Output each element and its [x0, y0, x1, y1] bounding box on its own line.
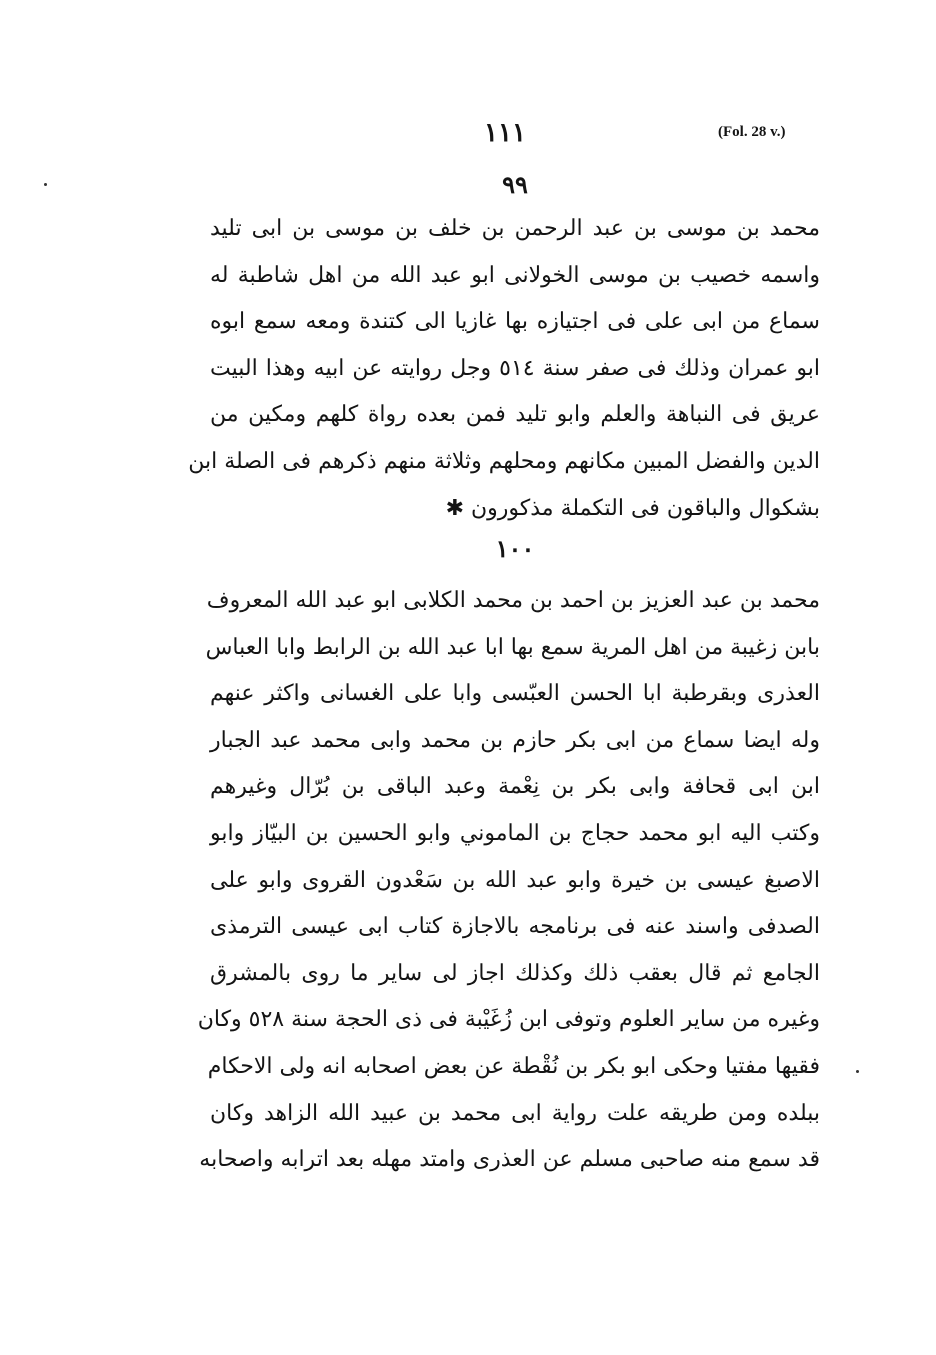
text-line: ابن ابى قحافة وابى بكر بن نِعْمة وعبد الباقى بن بُرّال وغيرهم — [210, 774, 820, 800]
scan-speck — [44, 183, 47, 186]
text-line: محمد بن موسى بن عبد الرحمن بن خلف بن موسى بن ابى تليد — [210, 216, 820, 241]
text-line: وغيره من ساير العلوم وتوفى ابن زُغَيْبة فى ذى الحجة سنة ٥٢٨ وكان — [197, 1007, 820, 1033]
text-line: وله ايضا سماع من ابى بكر حازم بن محمد وابى محمد عبد الجبار — [210, 727, 820, 753]
entry-number: ۹۹ — [502, 170, 528, 199]
entry-text — [197, 578, 820, 1184]
page-number: ۱۱۱ — [484, 118, 526, 148]
text-line: واسمه خصيب بن موسى الخولانى ابو عبد الله من اهل شاطبة له — [210, 262, 820, 288]
text-line: قد سمع منه صاحبى مسلم عن العذرى وامتد مهله بعد اترابه واصحابه — [199, 1147, 820, 1173]
text-line: العذرى وبقرطبة ابا الحسن العبّسى وابا على الغسانى واكثر عنهم — [210, 681, 820, 707]
folio-reference: (Fol. 28 v.) — [718, 124, 786, 140]
text-line: ببلده ومن طريقه علت رواية ابى محمد بن عبيد الله الزاهد وكان — [210, 1100, 820, 1126]
entry-text — [188, 206, 820, 532]
text-line: بشكوال والباقون فى التكملة مذكورون ✱ — [445, 495, 820, 521]
entry-number: ۱۰۰ — [495, 534, 535, 563]
text-line: عريق فى النباهة والعلم وابو تليد فمن بعده رواة كلهم ومكين من — [210, 402, 820, 428]
text-line: فقيها مفتيا وحكى ابو بكر بن نُقْطة عن بعض اصحابه انه ولى الاحكام — [207, 1053, 820, 1079]
text-line: سماع من ابى على فى اجتيازه بها غازيا الى كتندة ومعه سمع ابوه — [210, 309, 820, 335]
scan-speck — [856, 1070, 859, 1073]
text-line: محمد بن عبد العزيز بن احمد بن محمد الكلابى ابو عبد الله المعروف — [206, 588, 820, 613]
text-line: الاصبغ عيسى بن خيرة وابو عبد الله بن سَعْدون القروى وابو على — [210, 867, 820, 893]
text-line: الدين والفضل المبين مكانهم ومحلهم وثلاثة منهم ذكرهم فى الصلة ابن — [188, 448, 820, 474]
text-line: الصدفى واسند عنه فى برنامجه بالاجازة كتاب ابى عيسى الترمذى — [210, 914, 820, 940]
text-line: الجامع ثم قال بعقب ذلك وكذلك اجاز لى ساير ما روى بالمشرق — [210, 960, 820, 986]
text-line: بابن زغيبة من اهل المرية سمع بها ابا عبد الله بن الرابط وابا العباس — [205, 634, 820, 660]
text-line: ابو عمران وذلك فى صفر سنة ٥١٤ وجل روايته عن ابيه وهذا البيت — [210, 355, 820, 381]
text-line: وكتب اليه ابو محمد حجاج بن الماموني وابو الحسين بن البيّاز وابو — [210, 820, 820, 846]
